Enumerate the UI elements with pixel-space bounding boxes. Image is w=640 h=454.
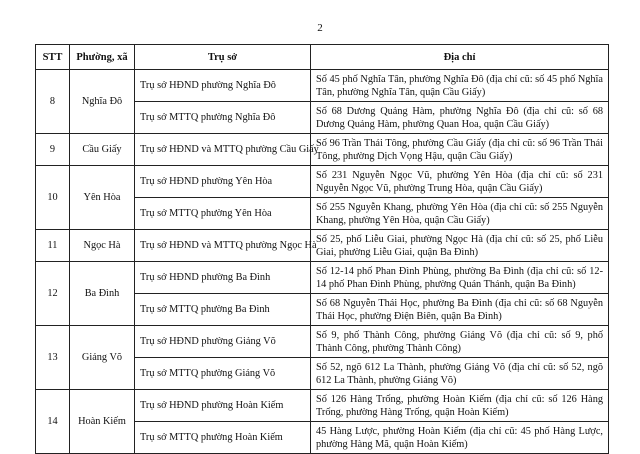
address-cell: Số 68 Dương Quảng Hàm, phường Nghĩa Đô (địa chỉ cũ: số 68 Dương Quảng Hàm, phường Quan Hoa, quận Cầu Giấy)	[311, 102, 609, 134]
office-cell: Trụ sở HĐND phường Giảng Võ	[135, 326, 311, 358]
header-stt: STT	[36, 45, 70, 70]
table-header-row	[36, 45, 609, 70]
stt-cell: 12	[36, 262, 70, 326]
office-cell: Trụ sở MTTQ phường Hoàn Kiếm	[135, 422, 311, 454]
office-cell: Trụ sở HĐND và MTTQ phường Ngọc Hà	[135, 230, 311, 262]
address-cell: Số 255 Nguyễn Khang, phường Yên Hòa (địa chỉ cũ: số 255 Nguyễn Khang, phường Yên Hòa, quận Cầu Giấy)	[311, 198, 609, 230]
address-cell: Số 45 phố Nghĩa Tân, phường Nghĩa Đô (địa chỉ cũ: số 45 phố Nghĩa Tân, phường Nghĩa Tân, quận Cầu Giấy)	[311, 70, 609, 102]
table-row	[36, 134, 609, 166]
address-cell: Số 96 Trần Thái Tông, phường Cầu Giấy (địa chỉ cũ: số 96 Trần Thái Tông, phường Dịch Vọng Hậu, quận Cầu Giấy)	[311, 134, 609, 166]
stt-cell: 8	[36, 70, 70, 134]
table-row	[36, 262, 609, 294]
address-cell: Số 52, ngõ 612 La Thành, phường Giảng Võ (địa chỉ cũ: số 52, ngõ 612 La Thành, phường Giảng Võ)	[311, 358, 609, 390]
ward-cell: Giảng Võ	[70, 326, 135, 390]
office-cell: Trụ sở MTTQ phường Nghĩa Đô	[135, 102, 311, 134]
office-cell: Trụ sở MTTQ phường Ba Đình	[135, 294, 311, 326]
ward-cell: Cầu Giấy	[70, 134, 135, 166]
office-cell: Trụ sở HĐND phường Ba Đình	[135, 262, 311, 294]
address-cell: Số 9, phố Thành Công, phường Giảng Võ (địa chỉ cũ: số 9, phố Thành Công, phường Thành Công)	[311, 326, 609, 358]
office-cell: Trụ sở HĐND phường Hoàn Kiếm	[135, 390, 311, 422]
stt-cell: 11	[36, 230, 70, 262]
table-row	[36, 390, 609, 422]
stt-cell: 10	[36, 166, 70, 230]
office-cell: Trụ sở HĐND phường Yên Hòa	[135, 166, 311, 198]
table-row	[36, 70, 609, 102]
address-cell: Số 25, phố Liễu Giai, phường Ngọc Hà (địa chỉ cũ: số 25, phố Liễu Giai, phường Liễu Giai, quận Ba Đình)	[311, 230, 609, 262]
ward-cell: Ba Đình	[70, 262, 135, 326]
ward-cell: Nghĩa Đô	[70, 70, 135, 134]
header-ward: Phường, xã	[70, 45, 135, 70]
office-cell: Trụ sở HĐND và MTTQ phường Cầu Giấy	[135, 134, 311, 166]
stt-cell: 9	[36, 134, 70, 166]
page-number: 2	[317, 22, 323, 34]
address-cell: Số 12-14 phố Phan Đình Phùng, phường Ba Đình (địa chỉ cũ: số 12-14 phố Phan Đình Phùng, phường Quán Thánh, quận Ba Đình)	[311, 262, 609, 294]
ward-cell: Ngọc Hà	[70, 230, 135, 262]
address-cell: Số 231 Nguyễn Ngọc Vũ, phường Yên Hòa (địa chỉ cũ: số 231 Nguyễn Ngọc Vũ, phường Trung Hòa, quận Cầu Giấy)	[311, 166, 609, 198]
ward-cell: Hoàn Kiếm	[70, 390, 135, 454]
table-row	[36, 230, 609, 262]
ward-cell: Yên Hòa	[70, 166, 135, 230]
table-row	[36, 326, 609, 358]
stt-cell: 14	[36, 390, 70, 454]
office-cell: Trụ sở HĐND phường Nghĩa Đô	[135, 70, 311, 102]
office-cell: Trụ sở MTTQ phường Yên Hòa	[135, 198, 311, 230]
address-cell: Số 126 Hàng Trống, phường Hoàn Kiếm (địa chỉ cũ: số 126 Hàng Trống, phường Hàng Trống, quận Hoàn Kiếm)	[311, 390, 609, 422]
stt-cell: 13	[36, 326, 70, 390]
header-office: Trụ sở	[135, 45, 311, 70]
address-cell: Số 68 Nguyễn Thái Học, phường Ba Đình (địa chỉ cũ: số 68 Nguyễn Thái Học, phường Điện Biên, quận Ba Đình)	[311, 294, 609, 326]
office-cell: Trụ sở MTTQ phường Giảng Võ	[135, 358, 311, 390]
header-address: Địa chỉ	[311, 45, 609, 70]
office-address-table	[35, 44, 609, 454]
address-cell: 45 Hàng Lược, phường Hoàn Kiếm (địa chỉ cũ: 45 phố Hàng Lược, phường Hàng Mã, quận Hoàn Kiếm)	[311, 422, 609, 454]
table-row	[36, 166, 609, 198]
